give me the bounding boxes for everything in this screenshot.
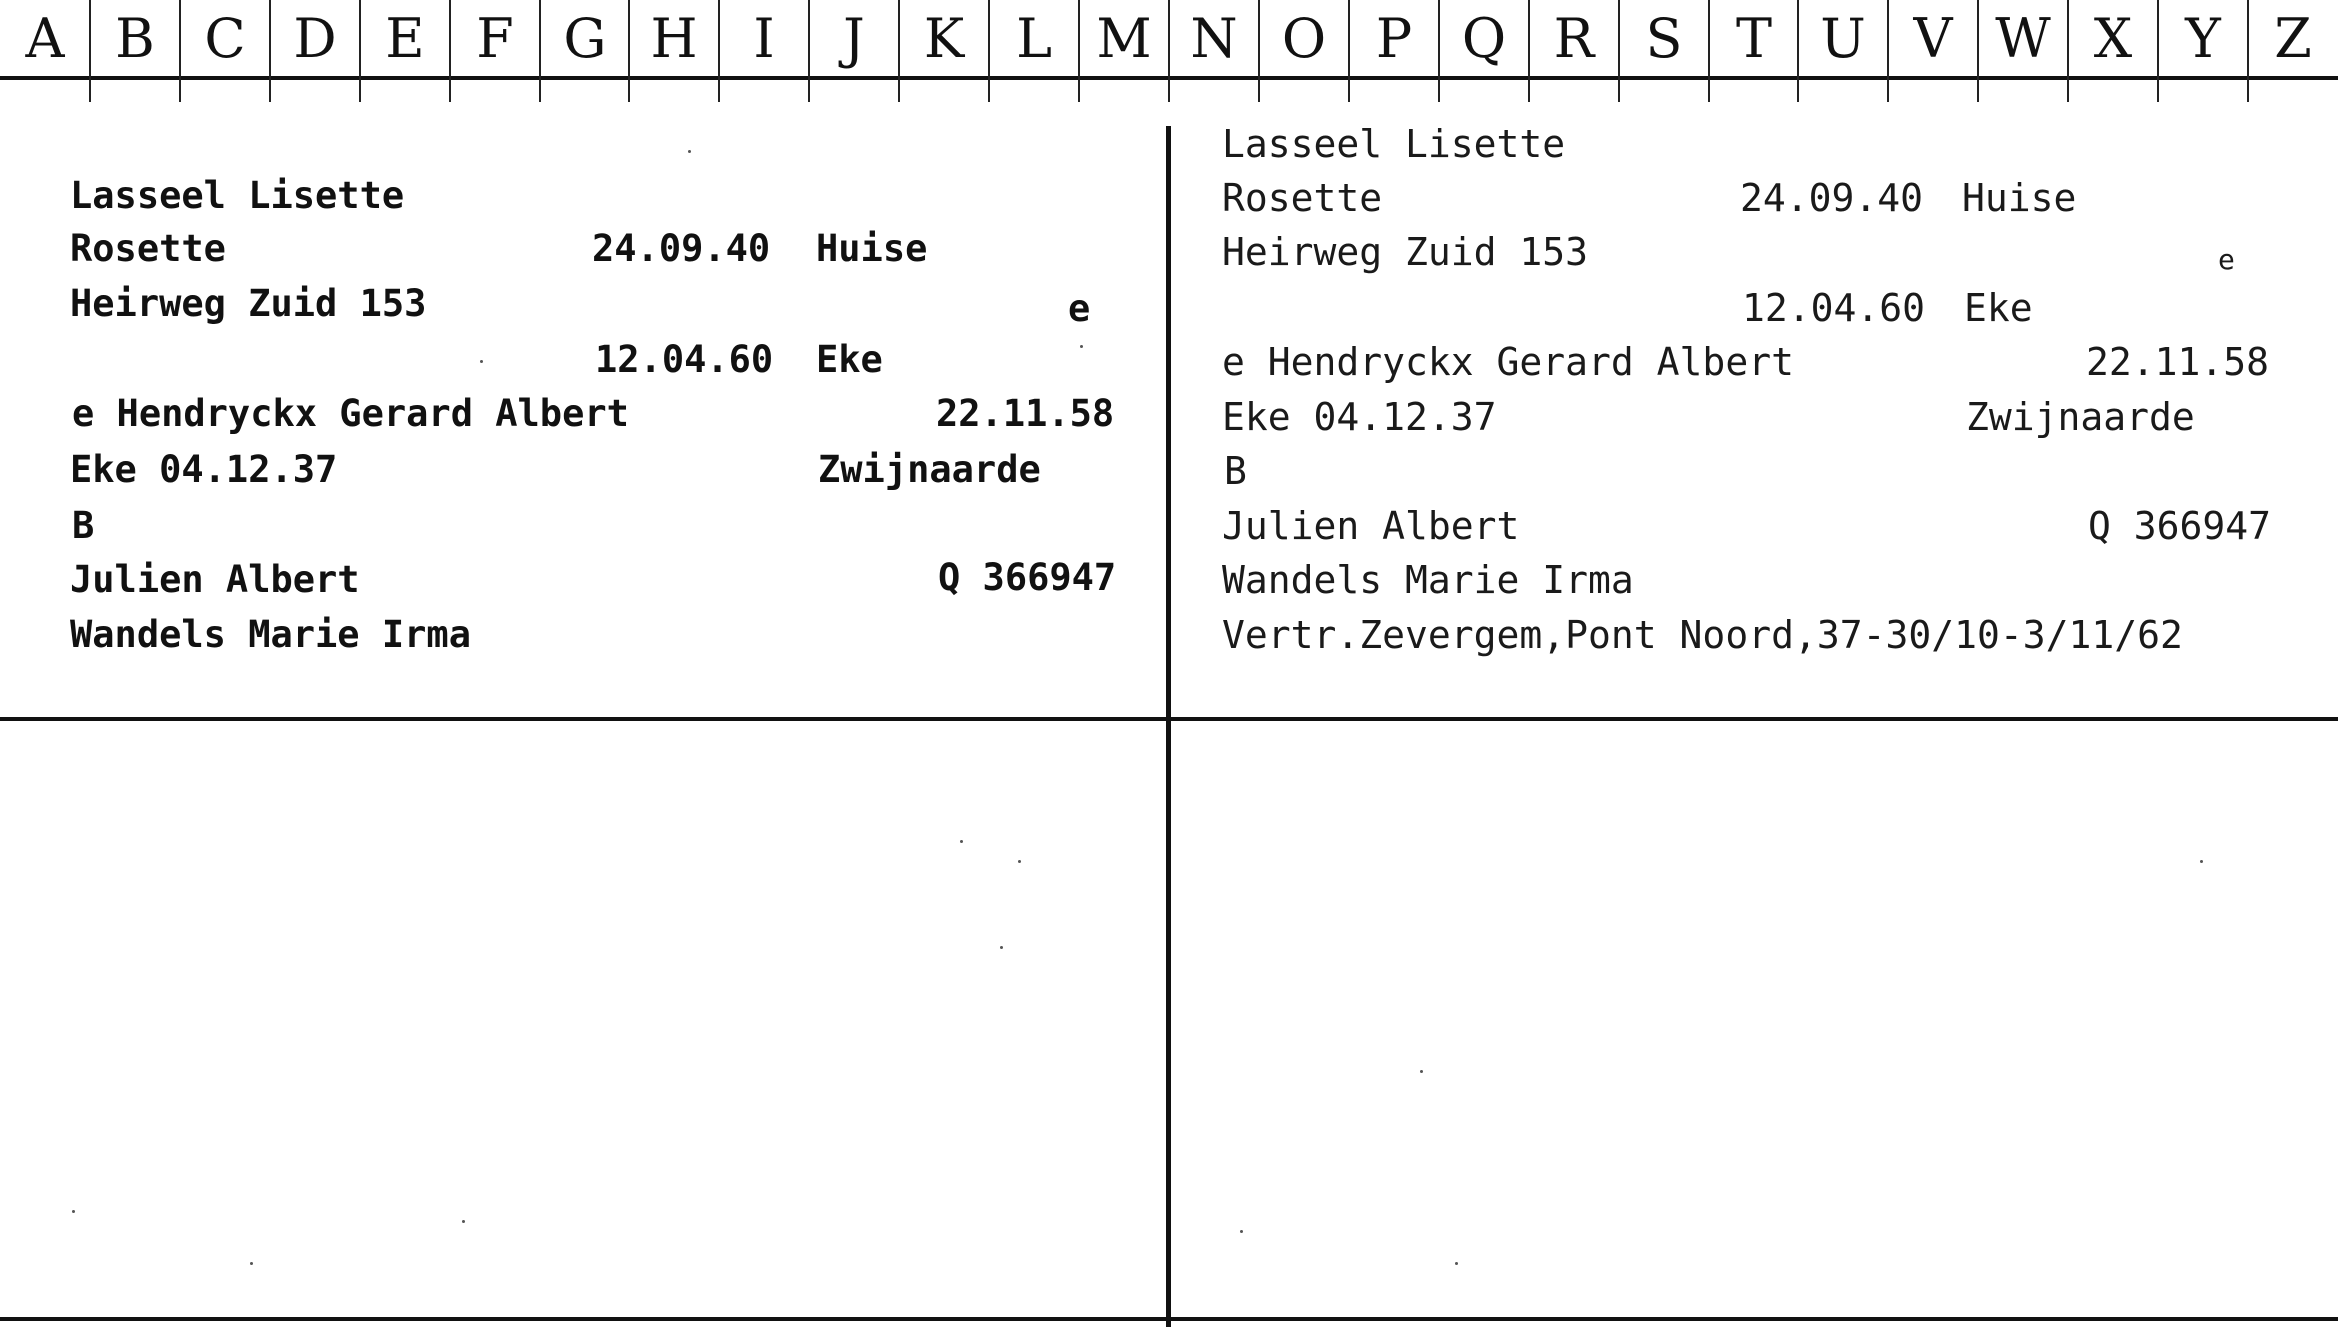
- alphabet-letter-t: T: [1735, 7, 1773, 70]
- alphabet-letter-f: F: [476, 7, 514, 70]
- alphabet-divider: [539, 0, 541, 102]
- alphabet-letter-h: H: [650, 7, 698, 70]
- alphabet-letter-y: Y: [2185, 7, 2221, 70]
- first-name: Rosette: [70, 227, 226, 270]
- alphabet-divider: [1618, 0, 1620, 102]
- alphabet-divider: [89, 0, 91, 102]
- alphabet-divider: [269, 0, 271, 102]
- birth-place: Huise: [816, 227, 928, 270]
- alphabet-divider: [359, 0, 361, 102]
- alphabet-letter-o: O: [1281, 7, 1327, 70]
- alphabet-letter-k: K: [923, 7, 965, 70]
- spouse-name: e Hendryckx Gerard Albert: [1222, 340, 1794, 384]
- alphabet-letter-u: U: [1820, 7, 1866, 70]
- alphabet-letter-l: L: [1016, 7, 1052, 70]
- spouse-origin: Zwijnaarde: [818, 448, 1041, 491]
- scan-speck: [72, 1210, 75, 1213]
- alphabet-divider: [179, 0, 181, 102]
- scan-speck: [462, 1220, 465, 1223]
- alphabet-divider: [2067, 0, 2069, 102]
- reference-number: Q 366947: [938, 556, 1117, 599]
- alphabet-letter-w: W: [1995, 7, 2051, 70]
- surname-line: Lasseel Lisette: [1222, 122, 1566, 166]
- alphabet-index-strip: [0, 0, 2338, 112]
- marriage-date: 22.11.58: [2086, 340, 2270, 384]
- alphabet-divider: [898, 0, 900, 102]
- birth-date: 24.09.40: [592, 227, 771, 270]
- alphabet-divider: [1797, 0, 1799, 102]
- alphabet-divider: [1528, 0, 1530, 102]
- card-divider-horizontal: [0, 717, 2338, 721]
- marriage-date: 22.11.58: [936, 392, 1115, 435]
- alphabet-divider: [1168, 0, 1170, 102]
- scan-speck: [688, 150, 691, 153]
- move-date: 12.04.60: [1742, 286, 1926, 330]
- move-place: Eke: [816, 338, 883, 381]
- alphabet-divider: [1977, 0, 1979, 102]
- spouse-origin: Zwijnaarde: [1966, 395, 2195, 439]
- address: Heirweg Zuid 153: [70, 282, 427, 325]
- alphabet-letter-j: J: [843, 7, 865, 70]
- alphabet-letter-m: M: [1096, 7, 1152, 70]
- spouse-name: e Hendryckx Gerard Albert: [72, 392, 629, 435]
- alphabet-divider: [808, 0, 810, 102]
- alphabet-divider: [1438, 0, 1440, 102]
- alphabet-letter-e: E: [385, 7, 425, 70]
- first-name: Rosette: [1222, 176, 1383, 220]
- alphabet-divider: [1258, 0, 1260, 102]
- alphabet-letter-c: C: [204, 7, 246, 70]
- alphabet-letter-d: D: [293, 7, 337, 70]
- scan-speck: [1420, 1070, 1423, 1073]
- move-date: 12.04.60: [595, 338, 774, 381]
- scan-speck: [1080, 345, 1083, 348]
- alphabet-divider: [1708, 0, 1710, 102]
- scan-speck: [1000, 946, 1003, 949]
- alphabet-letter-s: S: [1645, 7, 1683, 70]
- scan-speck: [960, 840, 963, 843]
- scan-speck: [250, 1262, 253, 1265]
- code-b: B: [1224, 449, 1247, 493]
- alphabet-divider: [988, 0, 990, 102]
- alphabet-letter-i: I: [753, 7, 775, 70]
- alphabet-divider: [449, 0, 451, 102]
- address: Heirweg Zuid 153: [1222, 230, 1589, 274]
- scan-speck: [1455, 1262, 1458, 1265]
- spouse-birth: Eke 04.12.37: [70, 448, 338, 491]
- spouse-birth: Eke 04.12.37: [1222, 395, 1497, 439]
- card-divider-vertical: [1166, 126, 1171, 1327]
- alphabet-divider: [1078, 0, 1080, 102]
- alphabet-letter-v: V: [1913, 7, 1953, 70]
- scan-speck: [480, 360, 483, 363]
- alphabet-letter-g: G: [563, 7, 607, 70]
- card-divider-bottom: [0, 1317, 2338, 1321]
- alphabet-letter-p: P: [1375, 7, 1413, 70]
- surname-line: Lasseel Lisette: [70, 174, 405, 217]
- alphabet-letter-q: Q: [1461, 7, 1507, 70]
- father-name: Julien Albert: [1222, 504, 1520, 548]
- move-place: Eke: [1964, 286, 2033, 330]
- alphabet-divider: [2157, 0, 2159, 102]
- alphabet-letter-b: B: [115, 7, 155, 70]
- birth-date: 24.09.40: [1740, 176, 1924, 220]
- departure-note: Vertr.Zevergem,Pont Noord,37-30/10-3/11/62: [1222, 613, 2183, 657]
- alphabet-letter-z: Z: [2274, 7, 2312, 70]
- scan-speck: [1018, 860, 1021, 863]
- mark-e: e: [2218, 243, 2235, 276]
- mark-e: e: [1068, 287, 1091, 330]
- alphabet-divider: [1887, 0, 1889, 102]
- alphabet-letter-a: A: [25, 7, 65, 70]
- mother-name: Wandels Marie Irma: [1222, 558, 1634, 602]
- alphabet-divider: [718, 0, 720, 102]
- alphabet-letter-r: R: [1553, 7, 1595, 70]
- reference-number: Q 366947: [2088, 504, 2272, 548]
- father-name: Julien Albert: [70, 558, 360, 601]
- code-b: B: [72, 504, 95, 547]
- alphabet-divider: [628, 0, 630, 102]
- alphabet-letter-n: N: [1190, 7, 1238, 70]
- alphabet-divider: [1348, 0, 1350, 102]
- scan-speck: [2200, 860, 2203, 863]
- birth-place: Huise: [1962, 176, 2077, 220]
- scan-speck: [1240, 1230, 1243, 1233]
- mother-name: Wandels Marie Irma: [70, 613, 471, 656]
- alphabet-letter-x: X: [2093, 7, 2133, 70]
- alphabet-divider: [2247, 0, 2249, 102]
